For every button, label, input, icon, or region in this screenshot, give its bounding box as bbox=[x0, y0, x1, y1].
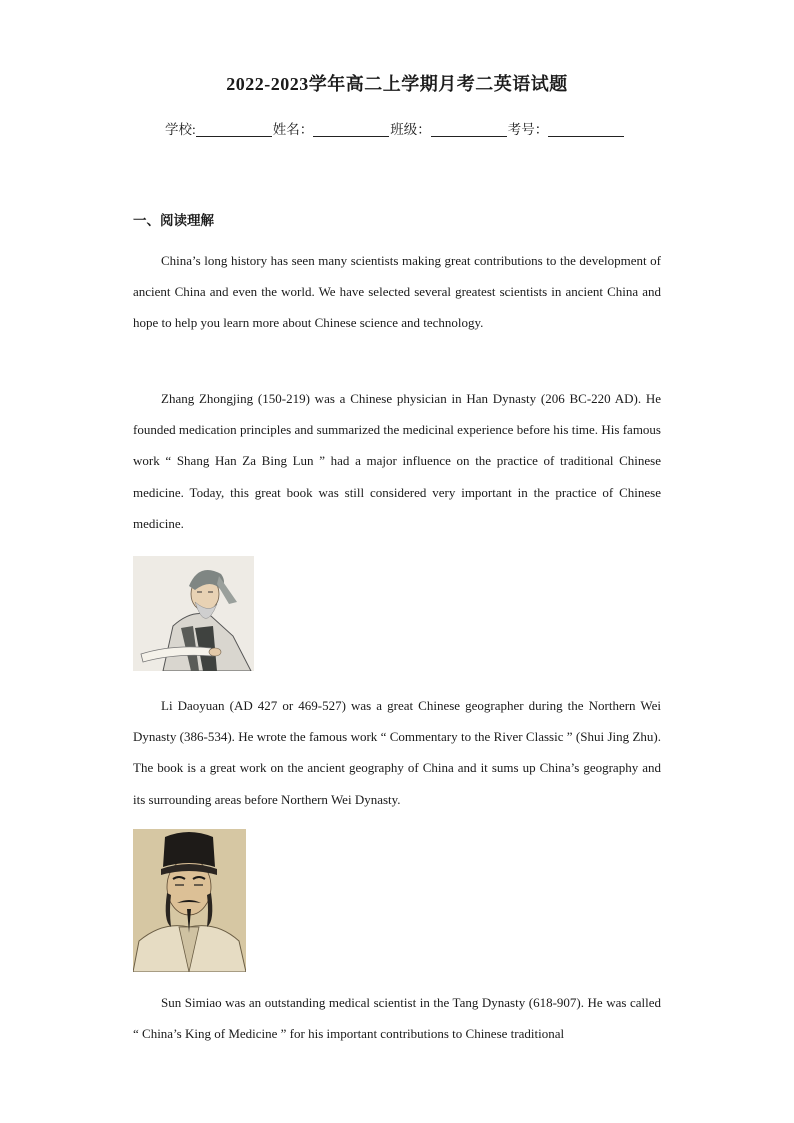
student-info-line bbox=[165, 118, 625, 138]
paragraph-intro: China’s long history has seen many scientists making great contributions to the development of ancient China and even the world. We have selected several greatest scientists in ancient China and hope to help you learn more about Chinese science and technology. bbox=[133, 253, 661, 331]
name-blank bbox=[313, 122, 389, 137]
school-blank bbox=[196, 122, 272, 137]
class-blank bbox=[431, 122, 507, 137]
name-label: 姓名： bbox=[272, 122, 314, 137]
page-title: 2022-2023学年高二上学期月考二英语试题 bbox=[226, 74, 568, 94]
paragraph-sun-simiao: Sun Simiao was an outstanding medical scientist in the Tang Dynasty (618-907). He was called “ China’s King of Medicine ” for his important contributions to Chinese traditional bbox=[133, 995, 661, 1042]
paragraph-li-daoyuan: Li Daoyuan (AD 427 or 469-527) was a great Chinese geographer during the Northern Wei Dynasty (386-534). He wrote the famous work “ Commentary to the River Classic ” (Shui Jing Zhu). The book is a great work on the ancient geography of China and it sums up China’s geography and its surrounding areas before Northern Wei Dynasty. bbox=[133, 698, 661, 807]
school-label: 学校: bbox=[165, 122, 196, 137]
class-label: 班级： bbox=[390, 122, 431, 137]
section-heading: 一、阅读理解 bbox=[133, 213, 214, 229]
portrait-zhang-zhongjing-image bbox=[133, 556, 254, 671]
exam-number-label: 考号： bbox=[507, 122, 549, 137]
portrait-li-daoyuan-image bbox=[133, 829, 246, 972]
exam-number-blank bbox=[548, 122, 624, 137]
paragraph-zhang-zhongjing: Zhang Zhongjing (150-219) was a Chinese physician in Han Dynasty (206 BC-220 AD). He founded medication principles and summarized the medicinal experience before his time. His famous work “ Shang Han Za Bing Lun ” had a major influence on the practice of traditional Chinese medicine. Today, this great book was still considered very important in the practice of Chinese medicine. bbox=[133, 391, 661, 531]
